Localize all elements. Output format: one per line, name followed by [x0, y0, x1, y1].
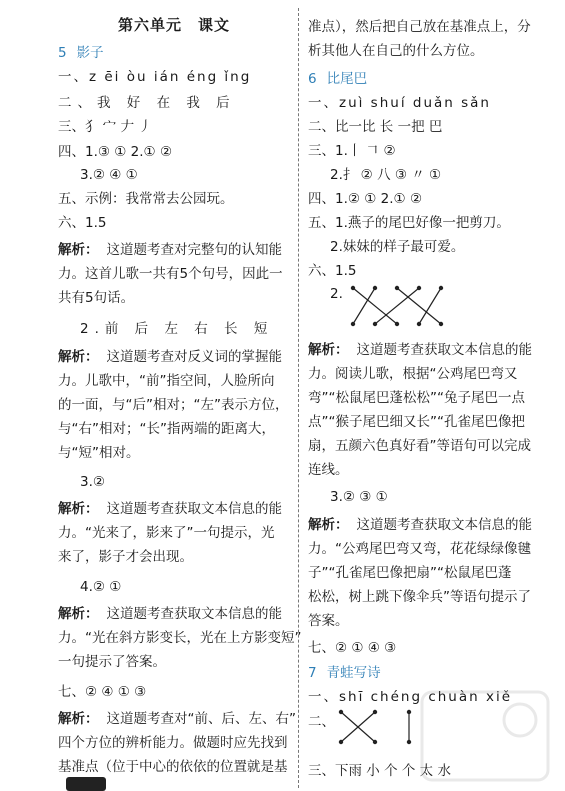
explanation-line — [58, 500, 282, 518]
answer-line: 析其他人在自己的什么方位。 — [308, 43, 484, 59]
answer-line: 3.② — [80, 474, 105, 490]
answer-line: 六、1.5 — [308, 263, 357, 279]
answer-line: 力。阅读儿歌，根据“公鸡尾巴弯又 — [308, 366, 518, 382]
answer-line: 四个方位的辨析能力。做题时应先找到 — [58, 735, 288, 751]
lesson-number: 5 — [58, 45, 67, 61]
answer-line: 五、1.燕子的尾巴好像一把剪刀。 — [308, 215, 510, 231]
answer-line: 力。儿歌中，“前”指空间，人脸所向 — [58, 373, 275, 389]
lesson-title: 比尾巴 — [326, 71, 368, 87]
answer-line: 五、示例：我常常去公园玩。 — [58, 191, 234, 207]
answer-line: 2.妹妹的样子最可爱。 — [330, 239, 465, 255]
explanation-text: 这道题考查获取文本信息的能 — [106, 606, 282, 622]
explanation-line — [308, 516, 532, 534]
explanation-text: 这道题考查获取文本信息的能 — [356, 517, 532, 533]
answer-line: 4.② ① — [80, 579, 122, 595]
explanation-label: 解析： — [58, 606, 99, 622]
answer-line: 一、z ēi òu ián éng ǐng — [58, 69, 252, 85]
explanation-line — [58, 605, 282, 623]
explanation-line — [58, 710, 296, 728]
explanation-text: 这道题考查对完整句的认知能 — [106, 242, 282, 258]
answer-line: 力。“光来了，影来了”一句提示，光 — [58, 525, 275, 541]
explanation-text: 这道题考查获取文本信息的能 — [106, 501, 282, 517]
lesson-title: 影子 — [76, 45, 104, 61]
watermark-logo-icon — [420, 690, 550, 782]
answer-line: 3.② ④ ① — [80, 167, 138, 183]
answer-line: 答案。 — [308, 613, 349, 629]
answer-line: 共有5句话。 — [58, 290, 135, 306]
lesson-heading — [308, 664, 381, 682]
answer-line: 三、下雨 小 个 个 太 水 — [308, 763, 451, 779]
answer-line: 连线。 — [308, 462, 349, 478]
lesson-heading — [58, 44, 104, 62]
lesson-number: 6 — [308, 71, 317, 87]
answer-line: 与“右”相对；“长”指两端的距离大， — [58, 421, 275, 437]
answer-line: 2.前 后 左 右 长 短 — [80, 321, 274, 337]
page-title: 第六单元 课文 — [118, 16, 231, 34]
answer-line: 松松，树上跳下像伞兵”等语句提示了 — [308, 589, 531, 605]
explanation-label: 解析： — [58, 242, 99, 258]
answer-line: 三、犭 宀 𠂇 丿 — [58, 119, 152, 135]
explanation-label: 解析： — [58, 501, 99, 517]
answer-line: 二、我 好 在 我 后 — [58, 95, 236, 111]
answer-line: 二、 — [308, 714, 335, 730]
answer-line: 一句提示了答案。 — [58, 654, 166, 670]
answer-line: 力。“公鸡尾巴弯又弯，花花绿绿像毽 — [308, 541, 531, 557]
lesson-number: 7 — [308, 665, 317, 681]
answer-line: 四、1.③ ① 2.① ② — [58, 144, 173, 160]
lesson-heading — [308, 70, 367, 88]
lesson-title: 青蛙写诗 — [326, 665, 381, 681]
answer-line: 与“短”相对。 — [58, 445, 140, 461]
column-divider — [298, 8, 299, 788]
explanation-text: 这道题考查对“前、后、左、右” — [106, 711, 296, 727]
answer-line: 基准点（位于中心的依依的位置就是基 — [58, 759, 288, 775]
explanation-text: 这道题考查获取文本信息的能 — [356, 342, 532, 358]
matching-lines-figure — [345, 284, 455, 330]
answer-line: 六、1.5 — [58, 215, 107, 231]
answer-line: 力。“光在斜方影变长，光在上方影变短” — [58, 630, 302, 646]
answer-line: 2.扌 ② 八 ③ 〃 ① — [330, 167, 442, 183]
explanation-text: 这道题考查对反义词的掌握能 — [106, 349, 282, 365]
answer-line: 准点），然后把自己放在基准点上，分 — [308, 19, 531, 35]
page-number-tab — [66, 777, 106, 791]
explanation-line — [58, 348, 282, 366]
answer-line: 子”“孔雀尾巴像把扇”“松鼠尾巴蓬 — [308, 565, 512, 581]
answer-line: 的一面，与“后”相对；“左”表示方位， — [58, 397, 289, 413]
answer-line: 扇，五颜六色真好看”等语句可以完成 — [308, 438, 531, 454]
answer-line: 3.② ③ ① — [330, 489, 388, 505]
answer-line: 2. — [330, 286, 343, 302]
answer-line: 力。这首儿歌一共有5个句号，因此一 — [58, 266, 283, 282]
explanation-label: 解析： — [58, 711, 99, 727]
answer-line: 点”“猴子尾巴细又长”“孔雀尾巴像把 — [308, 414, 525, 430]
answer-line: 三、1.丨 𠃍 ② — [308, 143, 396, 159]
explanation-label: 解析： — [58, 349, 99, 365]
answer-line: 七、② ④ ① ③ — [58, 684, 147, 700]
explanation-label: 解析： — [308, 342, 349, 358]
answer-line: 来了，影子才会出现。 — [58, 549, 193, 565]
answer-line: 一、zuì shuí duǎn sǎn — [308, 95, 491, 111]
answer-line: 弯”“松鼠尾巴蓬松松”“兔子尾巴一点 — [308, 390, 525, 406]
explanation-label: 解析： — [308, 517, 349, 533]
answer-line: 一、shī chéng chuàn xiě — [308, 689, 513, 705]
explanation-line — [58, 241, 282, 259]
explanation-line — [308, 341, 532, 359]
answer-line: 二、比一比 长 一把 巴 — [308, 119, 443, 135]
answer-line: 四、1.② ① 2.① ② — [308, 191, 423, 207]
answer-line: 七、② ① ④ ③ — [308, 640, 397, 656]
